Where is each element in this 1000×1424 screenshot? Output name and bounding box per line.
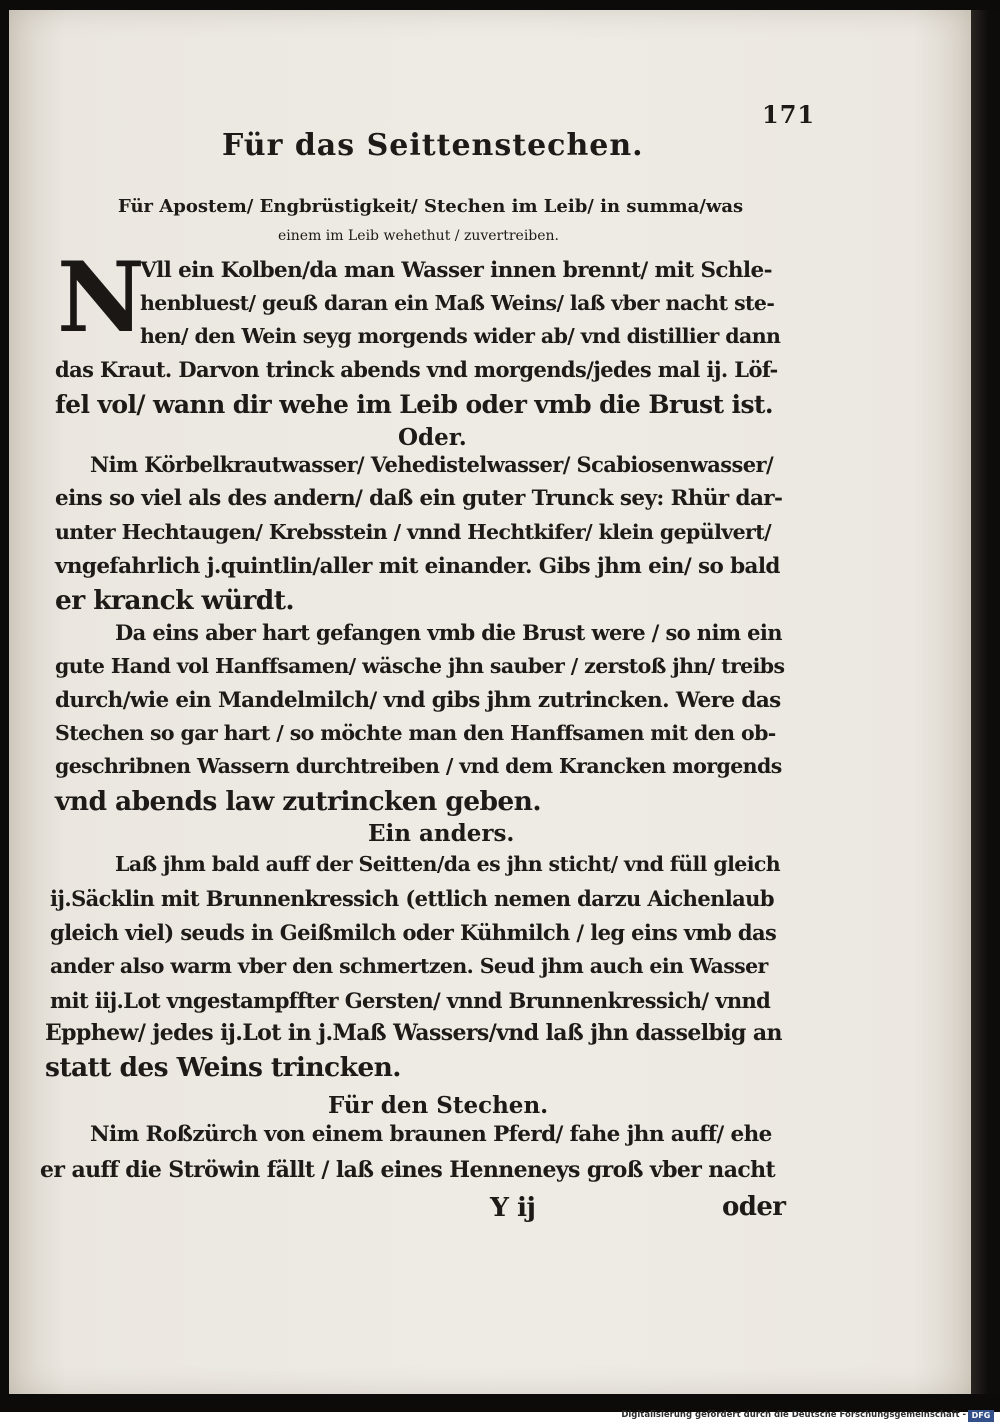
text-line: Nim Roßzürch von einem braunen Pferd/ fahe jhn auff/ ehe: [90, 1122, 772, 1147]
catchword: oder: [722, 1192, 786, 1222]
text-line: Epphew/ jedes ij.Lot in j.Maß Wassers/vnd laß jhn dasselbig an: [45, 1020, 782, 1046]
text-line: durch/wie ein Mandelmilch/ vnd gibs jhm zutrincken. Were das: [55, 688, 781, 713]
text-line: mit iij.Lot vngestampffter Gersten/ vnnd Brunnenkressich/ vnnd: [50, 988, 771, 1013]
text-line: Stechen so gar hart / so möchte man den Hanffsamen mit den ob-: [55, 721, 776, 745]
text-line: eins so viel als des andern/ daß ein guter Trunck sey: Rhür dar-: [55, 486, 783, 511]
text-line: fel vol/ wann dir wehe im Leib oder vmb die Brust ist.: [55, 390, 773, 419]
text-line: statt des Weins trincken.: [45, 1052, 401, 1083]
section-heading-ein-anders: Ein anders.: [368, 820, 515, 847]
dfg-logo[interactable]: DFG: [968, 1410, 994, 1422]
text-line: Nim Körbelkrautwasser/ Vehedistelwasser/ Scabiosenwasser/: [90, 452, 774, 477]
page-number: 171: [762, 100, 816, 129]
text-line: gute Hand vol Hanffsamen/ wäsche jhn sauber / zerstoß jhn/ treibs: [55, 654, 785, 678]
text-line: Laß jhm bald auff der Seitten/da es jhn sticht/ vnd füll gleich: [115, 852, 781, 876]
section-heading-fur-den-stechen: Für den Stechen.: [328, 1092, 549, 1119]
text-line: vngefahrlich j.quintlin/aller mit einander. Gibs jhm ein/ so bald: [55, 554, 780, 579]
drop-capital: N: [57, 241, 145, 354]
page-edge-shadow: [971, 10, 1000, 1394]
section-heading-oder: Oder.: [398, 424, 467, 451]
text-line: hen/ den Wein seyg morgends wider ab/ vnd distillier dann: [140, 324, 781, 348]
text-line: geschribnen Wassern durchtreiben / vnd dem Krancken morgends: [55, 754, 782, 778]
text-line: unter Hechtaugen/ Krebsstein / vnnd Hechtkifer/ klein gepülvert/: [55, 520, 771, 544]
text-line: gleich viel) seuds in Geißmilch oder Kühmilch / leg eins vmb das: [50, 920, 777, 945]
text-line: er auff die Ströwin fällt / laß eines Henneneys groß vber nacht: [40, 1157, 776, 1183]
text-line: das Kraut. Darvon trinck abends vnd morgends/jedes mal ij. Löf-: [55, 357, 778, 382]
text-line: Vll ein Kolben/da man Wasser innen brennt/ mit Schle-: [140, 258, 772, 283]
page-title: Für das Seittenstechen.: [222, 128, 644, 163]
digitization-credit: Digitalisierung gefördert durch die Deutsche Forschungsgemeinschaft -: [621, 1410, 966, 1420]
text-line: vnd abends law zutrincken geben.: [55, 786, 541, 817]
signature-mark: Y ij: [490, 1192, 536, 1223]
subtitle-line-2: einem im Leib wehethut / zuvertreiben.: [278, 228, 560, 244]
text-line: Da eins aber hart gefangen vmb die Brust were / so nim ein: [115, 620, 782, 645]
subtitle-line-1: Für Apostem/ Engbrüstigkeit/ Stechen im Leib/ in summa/was: [118, 196, 744, 217]
text-line: ij.Säcklin mit Brunnenkressich (ettlich nemen darzu Aichenlaub: [50, 886, 774, 911]
text-line: henbluest/ geuß daran ein Maß Weins/ laß vber nacht ste-: [140, 291, 775, 315]
text-line: er kranck würdt.: [55, 585, 294, 616]
text-line: ander also warm vber den schmertzen. Seud jhm auch ein Wasser: [50, 954, 768, 978]
